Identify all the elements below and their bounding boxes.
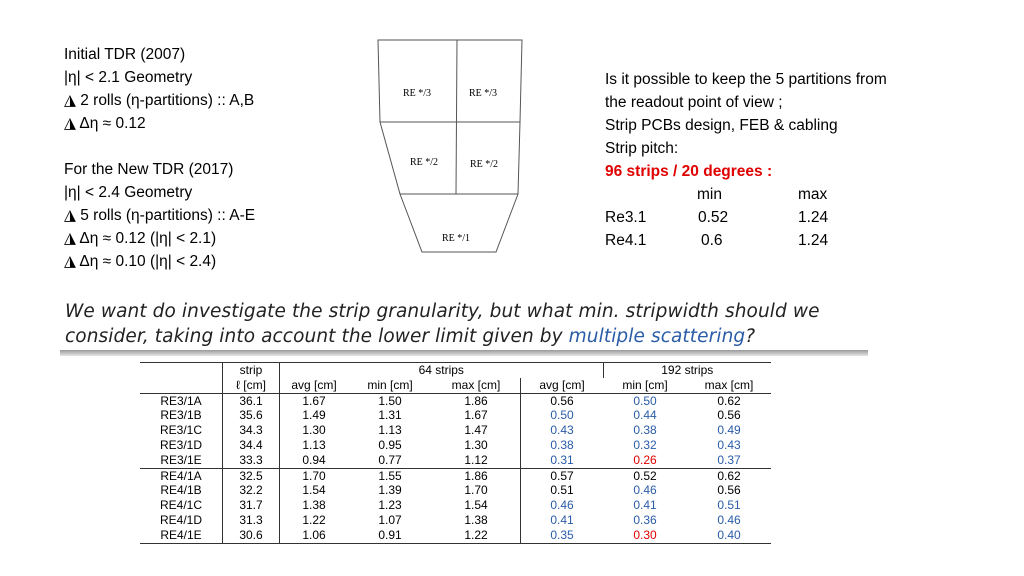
table-cell: 1.31 [378,408,402,423]
table-cell: 0.51 [521,483,604,498]
question-mark: ? [745,326,756,347]
divider-bar [60,350,868,356]
strip-pitch-notes [605,68,887,252]
question-line-2: the readout point of view ; [605,94,783,111]
table-row [140,408,771,423]
table-body [140,393,771,543]
table-row [140,438,771,453]
table-cell: 0.50 [633,393,657,408]
table-cell: 32.2 [223,483,280,498]
table-cell: RE4/1D [159,512,203,527]
header-avg-192: avg [cm] [521,378,604,393]
label-re3-right: RE */3 [469,88,498,99]
header-strip: strip [223,363,280,378]
table-cell: 1.70 [464,483,488,498]
question-text-1: We want do investigate the strip granularity, but what min. stripwidth should we [65,301,820,322]
table-row [140,423,771,438]
new-tdr-geometry: |η| < 2.4 Geometry [64,184,193,201]
question-line-3: Strip PCBs design, FEB & cabling [605,117,838,134]
table-cell: 33.3 [223,453,280,468]
pitch-row-re41 [605,229,887,252]
table-cell: 0.62 [687,468,771,483]
table-cell: 0.56 [717,483,741,498]
table-cell: 1.50 [378,393,402,408]
spacer [64,135,255,158]
table-cell: 0.36 [633,512,657,527]
table-row [140,393,771,408]
header-empty [140,363,223,378]
table-cell: 35.6 [223,408,280,423]
table-cell: RE4/1C [159,498,203,513]
new-tdr-rolls: ◮ 5 rolls (η-partitions) :: A-E [64,207,256,224]
table-cell: RE3/1C [159,423,203,438]
table-cell: 0.44 [633,408,657,423]
table-row [140,528,771,543]
pitch-row-re31 [605,206,887,229]
strip-count-highlight: 96 strips / 20 degrees : [605,163,773,180]
table-cell: RE4/1A [140,468,223,483]
pitch-row-name: Re3.1 [605,209,647,226]
table-cell: 0.37 [717,452,741,467]
chamber-partition-diagram [376,38,526,270]
table-cell: 0.43 [717,437,741,452]
label-re3-left: RE */3 [403,88,432,99]
table-cell: 0.30 [633,527,657,542]
table-row [140,498,771,513]
table-cell: 1.06 [280,528,349,543]
table-cell: 1.13 [378,423,402,438]
table-cell: 1.22 [280,513,349,528]
table-cell: 1.67 [464,408,488,423]
header-avg-64: avg [cm] [280,378,349,393]
table-cell: 0.26 [633,452,657,467]
table-cell: 1.47 [464,423,488,438]
table-cell: 0.95 [378,437,402,452]
header-64-strips: 64 strips [280,363,604,378]
label-re1: RE */1 [442,233,471,244]
table-cell: RE3/1B [160,408,202,423]
pitch-row-max: 1.24 [798,232,829,249]
pitch-header-row [605,183,887,206]
table-cell: 0.46 [717,512,741,527]
new-tdr-title: For the New TDR (2017) [64,161,234,178]
table-cell: 0.56 [521,393,604,408]
old-tdr-title: Initial TDR (2007) [64,46,186,63]
table-cell: 0.41 [521,513,604,528]
table-cell: RE3/1D [159,437,203,452]
table-cell: 36.1 [223,393,280,408]
table-cell: 0.31 [521,453,604,468]
table-cell: 1.54 [280,483,349,498]
header-length: ℓ [cm] [223,378,280,393]
pitch-row-min: 0.52 [698,209,729,226]
table-cell: 34.3 [223,423,280,438]
table-cell: 0.51 [717,498,741,513]
question-line-1: Is it possible to keep the 5 partitions from [605,71,887,88]
table-cell: 1.54 [464,498,488,513]
center-line [456,40,457,194]
label-re2-right: RE */2 [470,159,499,170]
table-cell: 0.94 [280,453,349,468]
table-cell: 0.35 [521,528,604,543]
table-cell: 1.13 [280,438,349,453]
table-cell: 1.07 [378,512,402,527]
tdr-notes [64,43,255,273]
max-header: max [798,186,828,203]
table-cell: 1.55 [348,468,432,483]
table-row [140,483,771,498]
label-re2-left: RE */2 [410,157,439,168]
table-cell: 32.5 [223,468,280,483]
table-cell: 31.3 [223,513,280,528]
old-tdr-geometry: |η| < 2.1 Geometry [64,69,193,86]
table-cell: 0.46 [521,498,604,513]
table-cell: 0.57 [521,468,604,483]
table-cell: 30.6 [223,528,280,543]
header-min-64: min [cm] [348,378,432,393]
pitch-row-name: Re4.1 [605,232,647,249]
table-cell: 1.30 [280,423,349,438]
header-min-192: min [cm] [603,378,687,393]
old-tdr-rolls: ◮ 2 rolls (η-partitions) :: A,B [64,92,255,109]
pitch-row-min: 0.6 [701,232,723,249]
table-cell: 1.70 [280,468,349,483]
question-text-2 [65,324,820,349]
table-cell: 0.41 [633,498,657,513]
table-header-row-2 [140,378,771,393]
header-max-192: max [cm] [687,378,771,393]
table-row [140,453,771,468]
table-cell: 31.7 [223,498,280,513]
table-cell: RE4/1B [160,483,202,498]
table-cell: 0.38 [521,438,604,453]
table-cell: 0.52 [603,468,687,483]
header-empty [140,378,223,393]
table-cell: RE4/1E [160,527,202,542]
table-cell: 0.62 [717,393,741,408]
question-text-2a: consider, taking into account the lower limit given by [65,326,569,347]
table-cell: 0.46 [633,483,657,498]
strip-width-table [140,362,771,544]
table-cell: 1.67 [280,393,349,408]
header-192-strips: 192 strips [603,363,771,378]
table-cell: 34.4 [223,438,280,453]
granularity-question [65,299,820,349]
new-tdr-deta-2: ◮ Δη ≈ 0.10 (|η| < 2.4) [64,253,217,270]
table-cell: 0.50 [521,408,604,423]
table-cell: 0.43 [521,423,604,438]
strip-pitch-label: Strip pitch: [605,140,679,157]
table-cell: 0.32 [633,437,657,452]
table-cell: 1.86 [432,468,521,483]
table-cell: 1.38 [280,498,349,513]
table-cell: 0.40 [717,527,741,542]
header-max-64: max [cm] [432,378,521,393]
table-cell: 0.38 [633,423,657,438]
pitch-row-max: 1.24 [798,209,829,226]
table-cell: 1.86 [464,393,488,408]
table-cell: 1.38 [464,512,488,527]
table-cell: 1.12 [464,452,488,467]
min-header: min [697,186,722,203]
table-cell: RE3/1A [160,393,202,408]
table-row [140,513,771,528]
table-row [140,468,771,483]
table-cell: 0.91 [378,527,402,542]
table-cell: 1.49 [280,408,349,423]
new-tdr-deta-1: ◮ Δη ≈ 0.12 (|η| < 2.1) [64,230,217,247]
table-cell: 0.49 [717,423,741,438]
table-cell: RE3/1E [160,452,202,467]
multiple-scattering-link: multiple scattering [568,326,746,347]
table-cell: 0.77 [378,452,402,467]
table-cell: 1.23 [378,498,402,513]
table-header-row-1 [140,363,771,378]
table-cell: 1.30 [464,437,488,452]
table-cell: 1.22 [464,527,488,542]
table-cell: 0.56 [717,408,741,423]
table-cell: 1.39 [378,483,402,498]
partition-outline-top [378,40,522,122]
old-tdr-deta: ◮ Δη ≈ 0.12 [64,115,146,132]
